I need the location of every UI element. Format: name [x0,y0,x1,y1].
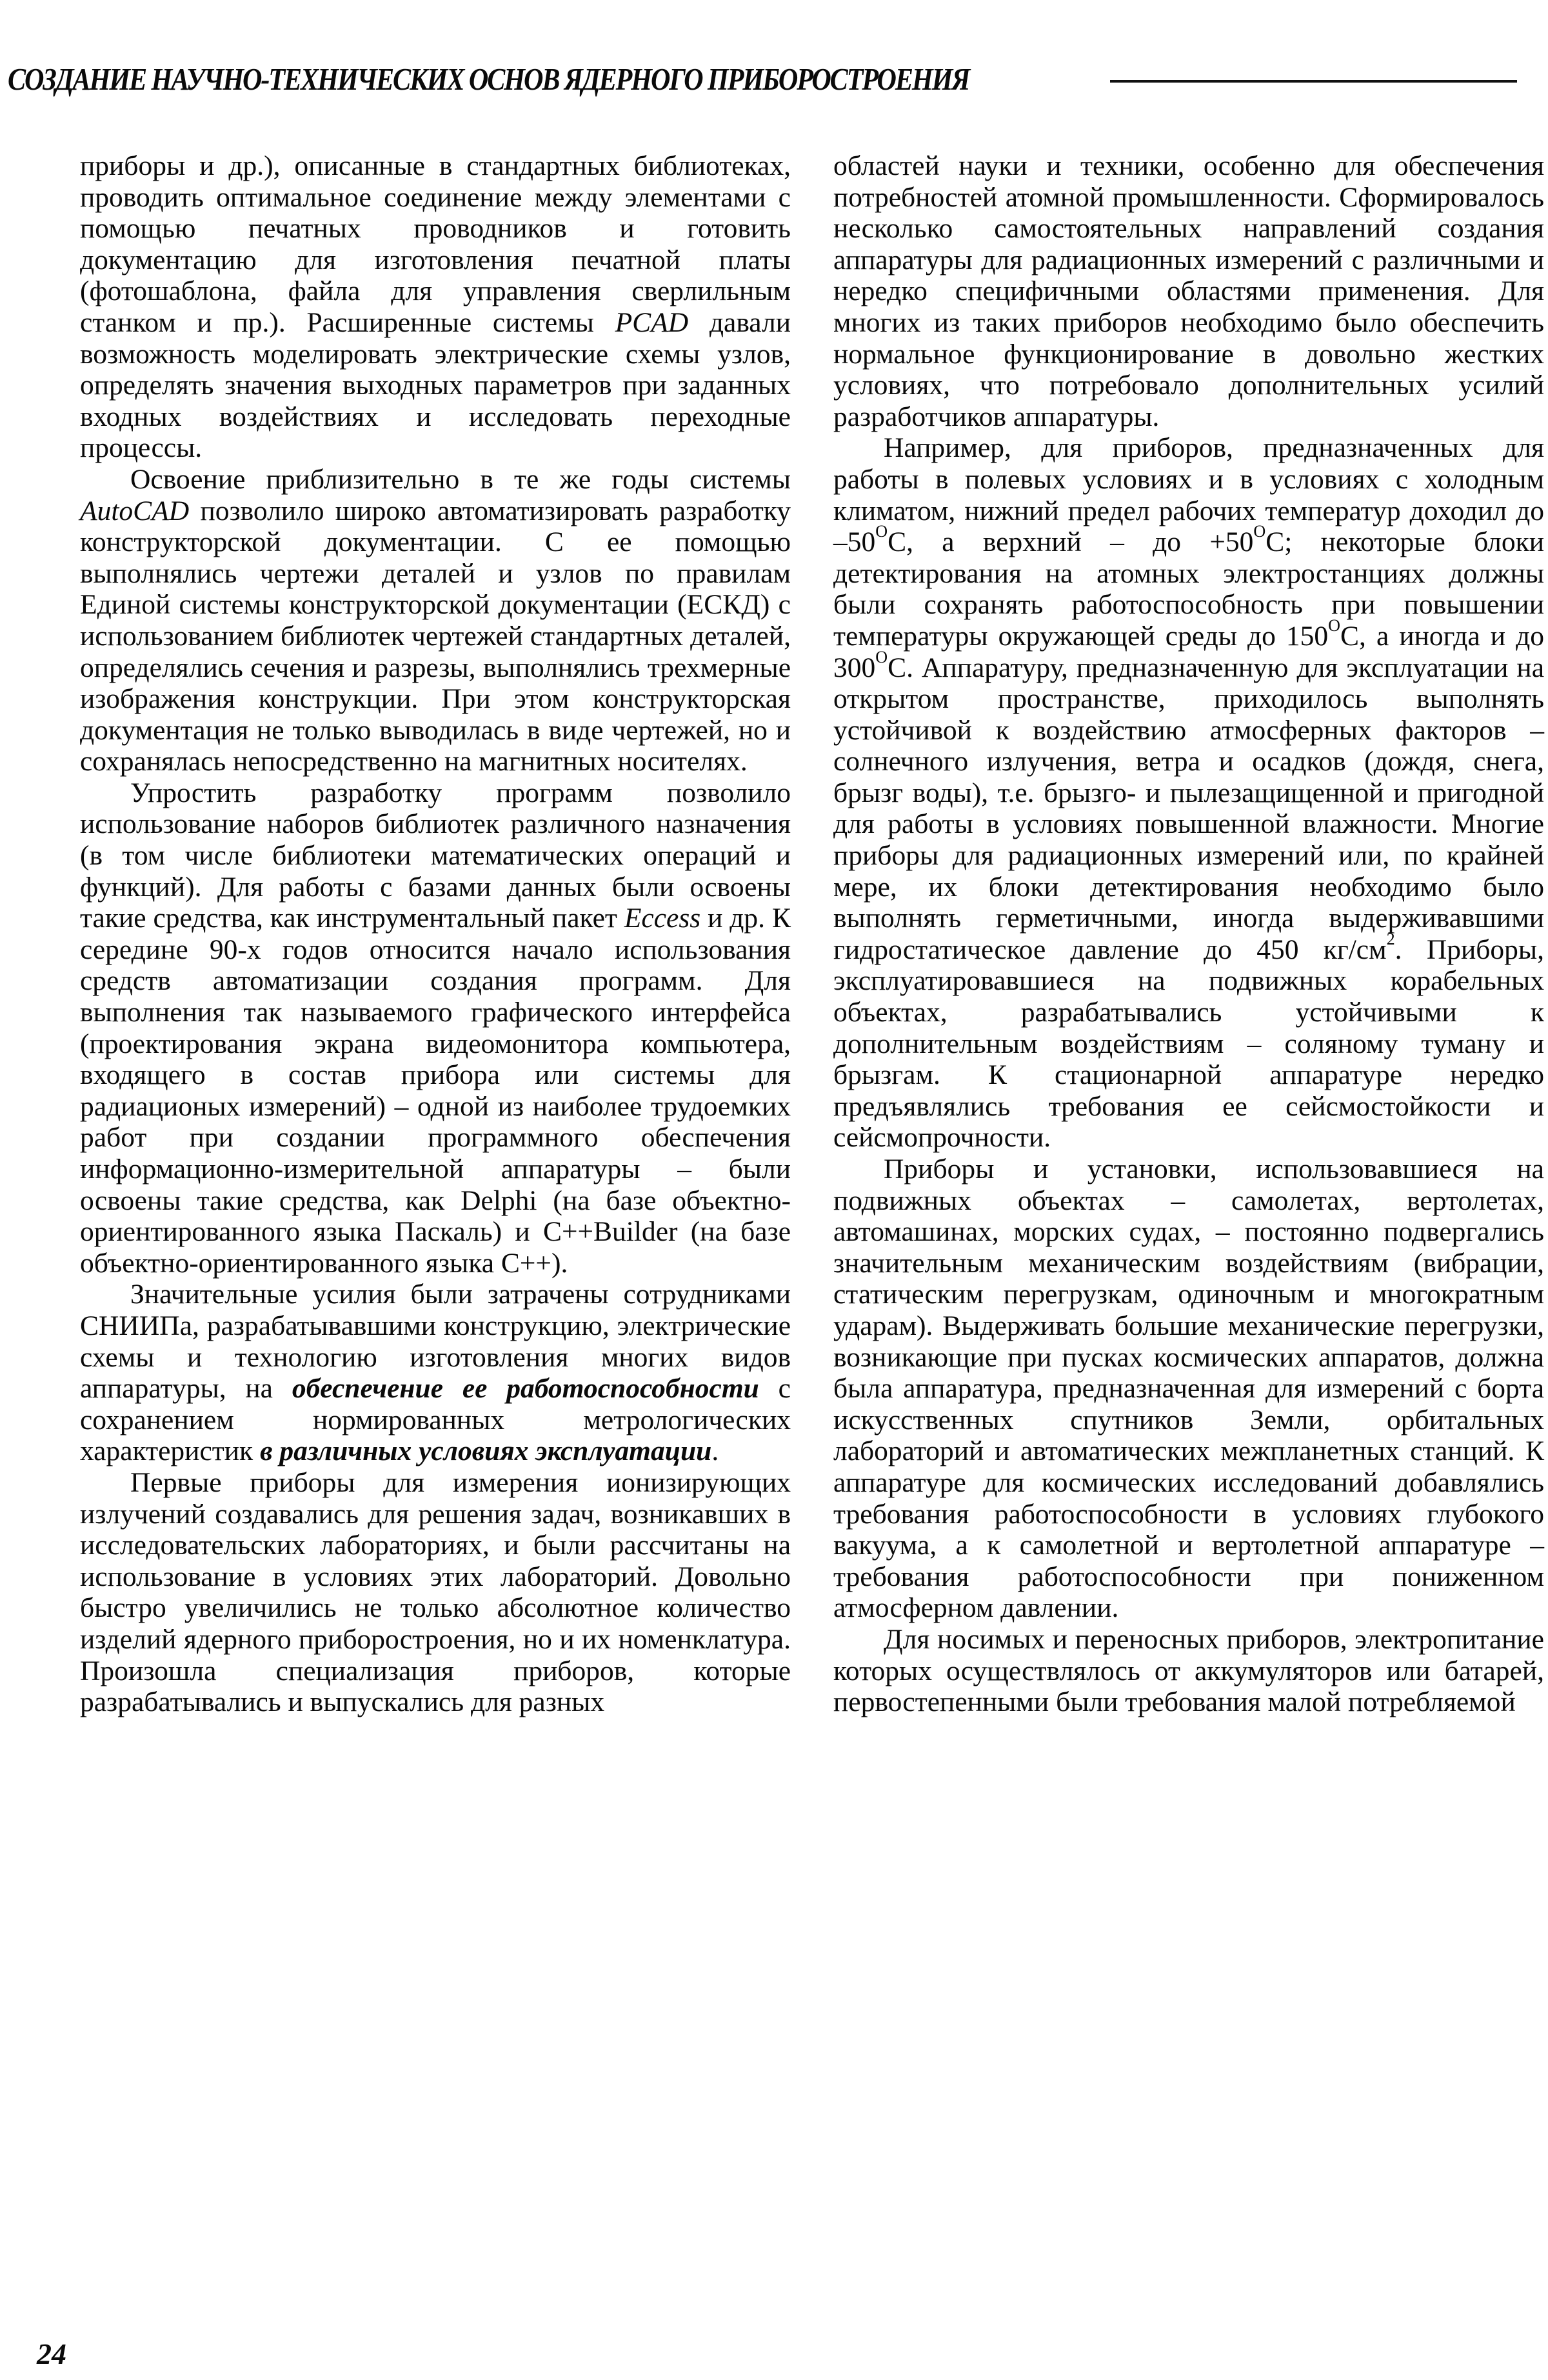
emphasis-conditions: в различных условиях эксплуатации [260,1435,712,1467]
text-run: Упростить разработку программ позволило использование наборов библиотек различного назначения (в том числе библиотеки математических операций и функций). Для работы с базами данных были освоены такие средства, как инструментальный пакет [80,777,791,934]
degree-superscript: O [875,521,888,541]
text-run: Освоение приблизительно в те же годы системы [130,463,791,495]
text-run: Например, для приборов, предназначенных для работы в полевых условиях и в условиях с холодным климатом, нижний предел рабочих температур доходил до –50 [833,432,1544,558]
text-run: давали возможность моделировать электрические схемы узлов, определять значения выходных параметров при заданных входных воздействиях и исследовать переходные процессы. [80,306,791,464]
paragraph-fields: областей науки и техники, особенно для обеспечения потребностей атомной промышленности. Сформировалось несколько самостоятельных направлений создания аппаратуры для радиационных измерений с различными и нередко специфичными областями применения. Для многих из таких приборов необходимо было обеспечить нормальное функционирование в довольно жестких условиях, что потребовало дополнительных усилий разработчиков аппаратуры. [833,150,1544,432]
text-run: Значительные усилия были затрачены сотрудниками СНИИПа, разрабатывавшими конструкцию, электрические схемы и технологию изготовления многих видов аппаратуры, на [80,1279,791,1405]
term-autocad: AutoCAD [80,495,190,526]
paragraph-portable: Для носимых и переносных приборов, электропитание которых осуществлялось от аккумуляторов или батарей, первостепенными были требования малой потребляемой [833,1623,1544,1718]
paragraph-temperatures [833,432,1544,1154]
running-header [8,63,1517,95]
left-column [80,150,791,1718]
text-run: . Приборы, эксплуатировавшиеся на подвижных корабельных объектах, разрабатывались устойчивыми к дополнительным воздействиям – соляному туману и брызгам. К стационарной аппаратуре нередко предъявлялись требования ее сейсмостойкости и сейсмопрочности. [833,934,1544,1154]
paragraph-mobile-objects: Приборы и установки, использовавшиеся на подвижных объектах – самолетах, вертолетах, автомашинах, морских судах, – постоянно подвергались значительным механическим воздействиям (вибрации, статическим перегрузкам, одиночным и многократным ударам). Выдерживать большие механические перегрузки, возникающие при пусках космических аппаратов, должна была аппаратура, предназначенная для измерений с борта искусственных спутников Земли, орбитальных лабораторий и автоматических межпланетных станций. К аппаратуре для космических исследований добавлялись требования работоспособности в условиях глубокого вакуума, а к самолетной и вертолетной аппаратуре – требования работоспособности при пониженном атмосферном давлении. [833,1154,1544,1624]
emphasis-reliability: обеспечение ее работоспособности [292,1373,759,1405]
squared-superscript: 2 [1386,929,1395,948]
text-run: С; некоторые блоки детектирования на атомных электростанциях должны были сохранять работоспособность при повышении температуры окружающей среды до 150 [833,526,1544,652]
degree-superscript: O [875,647,888,666]
header-rule [1110,80,1517,83]
text-run: позволило широко автоматизировать разработку конструкторской документации. С ее помощью выполнялись чертежи деталей и узлов по правилам Единой системы конструкторской документации (ЕСКД) с использованием библиотек чертежей стандартных деталей, определялись сечения и разрезы, выполнялись трехмерные изображения конструкции. При этом конструкторская документация не только выводилась в виде чертежей, но и сохранялась непосредственно на магнитных носителях. [80,495,791,777]
paragraph-libraries [80,777,791,1279]
text-run: и др. К середине 90-х годов относится начало использования средств автоматизации создания программ. Для выполнения так называемого графического интерфейса (проектирования экрана видеомонитора компьютера, входящего в состав прибора или системы для радиационых измерений) – одной из наиболее трудоемких работ при создании программного обеспечения информационно-измерительной аппаратуры – были освоены такие средства, как Delphi (на базе объектно-ориентированного языка Паскаль) и C++Builder (на базе объектно-ориентированного языка C++). [80,903,791,1279]
term-eccess: Eccess [624,903,701,934]
term-pcad: PCAD [615,306,689,338]
degree-superscript: O [1253,521,1266,541]
paragraph-efforts [80,1279,791,1467]
text-run: . [711,1435,719,1467]
degree-superscript: O [1328,615,1341,635]
text-run: с сохранением нормированных метрологических характеристик [80,1373,791,1467]
paragraph-first-instruments: Первые приборы для измерения ионизирующих излучений создавались для решения задач, возникавших в исследовательских лабораториях, и были рассчитаны на использование в условиях этих лабораторий. Довольно быстро увеличились не только абсолютное количество изделий ядерного приборостроения, но и их номенклатура. Произошла специализация приборов, которые разрабатывались и выпускались для разных [80,1466,791,1718]
page-number: 24 [37,2337,66,2370]
paragraph-autocad [80,464,791,777]
text-run: С, а верхний – до +50 [888,526,1254,558]
right-column [833,150,1544,1718]
text-run: С, а иногда и до 300 [833,620,1544,683]
text-run: С. Аппаратуру, предназначенную для эксплуатации на открытом пространстве, приходилось выполнять устойчивой к воздействию атмосферных факторов – солнечного излучения, ветра и осадков (дождя, снега, брызг воды), т.е. брызго- и пылезащищенной и пригодной для работы в условиях повышенной влажности. Многие приборы для радиационных измерений или, по крайней мере, их блоки детектирования необходимо было выполнять герметичными, иногда выдерживавшими гидростатическое давление до 450 кг/см [833,652,1544,965]
running-header-title: СОЗДАНИЕ НАУЧНО-ТЕХНИЧЕСКИХ ОСНОВ ЯДЕРНОГО ПРИБОРОСТРОЕНИЯ [8,61,969,97]
paragraph-pcad [80,150,791,464]
text-run: приборы и др.), описанные в стандартных библиотеках, проводить оптимальное соединение между элементами с помощью печатных проводников и готовить документацию для изготовления печатной платы (фотошаблона, файла для управления сверлильным станком и пр.). Расширенные системы [80,150,791,338]
